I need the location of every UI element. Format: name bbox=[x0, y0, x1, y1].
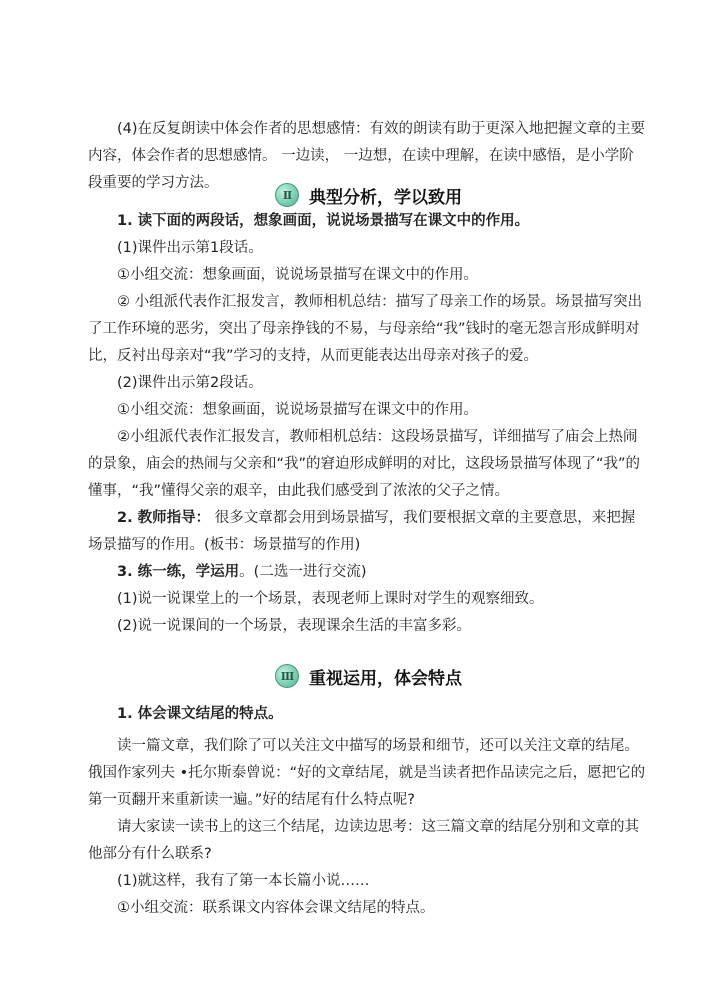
paragraph-reading-method: (4)在反复朗读中体会作者的思想感情：有效的朗读有助于更深入地把握文章的主要内容，体会作者的思想感情。 一边读， 一边想，在读中理解，在读中感悟，是小学阶段重要的学习方法。 bbox=[88, 121, 646, 191]
practice-note: 。(二选一进行交流) bbox=[239, 564, 367, 580]
roman-numeral-badge-icon: II bbox=[275, 183, 299, 207]
question-3 bbox=[117, 559, 366, 586]
section3-step-1a: ①小组交流：联系课文内容体会课文结尾的特点。 bbox=[117, 900, 435, 916]
guidance-body: 很多文章都会用到场景描写，我们要根据文章的主要意思，来把握场景描写的作用。(板书：场景描写的作用) bbox=[88, 510, 636, 553]
section-title: 重视运用，体会特点 bbox=[309, 668, 462, 689]
paragraph-reading-task: 请大家读一读书上的这三个结尾，边读边思考：这三篇文章的结尾分别和文章的其他部分有什么联系? bbox=[88, 819, 639, 862]
step-2a: ①小组交流：想象画面，说说场景描写在课文中的作用。 bbox=[117, 402, 478, 418]
practice-option-1: (1)说一说课堂上的一个场景，表现老师上课时对学生的观察细致。 bbox=[117, 591, 544, 607]
question-1: 1. 读下面的两段话，想象画面，说说场景描写在课文中的作用。 bbox=[117, 213, 530, 229]
paragraph-ending-intro: 读一篇文章，我们除了可以关注文中描写的场景和细节，还可以关注文章的结尾。俄国作家列夫 •托尔斯泰曾说：“好的文章结尾，就是当读者把作品读完之后，愿把它的第一页翻开来重新读一遍。”好的结尾有什么特点呢? bbox=[88, 738, 646, 808]
step-2: (2)课件出示第2段话。 bbox=[117, 375, 263, 391]
section-heading-emphasize-usage bbox=[275, 661, 462, 691]
roman-numeral-badge-icon: III bbox=[275, 664, 299, 688]
step-1a: ①小组交流：想象画面，说说场景描写在课文中的作用。 bbox=[117, 267, 478, 283]
paragraph-step-2b: ②小组派代表作汇报发言，教师相机总结：这段场景描写，详细描写了庙会上热闹的景象，庙会的热闹与父亲和“我”的窘迫形成鲜明的对比，这段场景描写体现了“我”的懂事，“我”懂得父亲的艰辛，由此我们感受到了浓浓的父子之情。 bbox=[88, 429, 641, 499]
step-1: (1)课件出示第1段话。 bbox=[117, 240, 263, 256]
section3-step-1: (1)就这样，我有了第一本长篇小说…… bbox=[117, 873, 370, 889]
guidance-heading: 2. 教师指导： bbox=[117, 510, 211, 526]
practice-option-2: (2)说一说课间的一个场景，表现课余生活的丰富多彩。 bbox=[117, 618, 472, 634]
paragraph-step-1b: ② 小组派代表作汇报发言，教师相机总结：描写了母亲工作的场景。场景描写突出了工作环境的恶劣，突出了母亲挣钱的不易，与母亲给“我”钱时的毫无怨言形成鲜明对比，反衬出母亲对“我”学习的支持，从而更能表达出母亲对孩子的爱。 bbox=[88, 294, 643, 364]
section-heading-typical-analysis bbox=[275, 180, 462, 210]
section-title: 典型分析，学以致用 bbox=[309, 187, 462, 208]
practice-heading: 3. 练一练，学运用 bbox=[117, 564, 240, 580]
paragraph-teacher-guidance bbox=[88, 505, 648, 559]
section3-question-1: 1. 体会课文结尾的特点。 bbox=[117, 706, 283, 722]
